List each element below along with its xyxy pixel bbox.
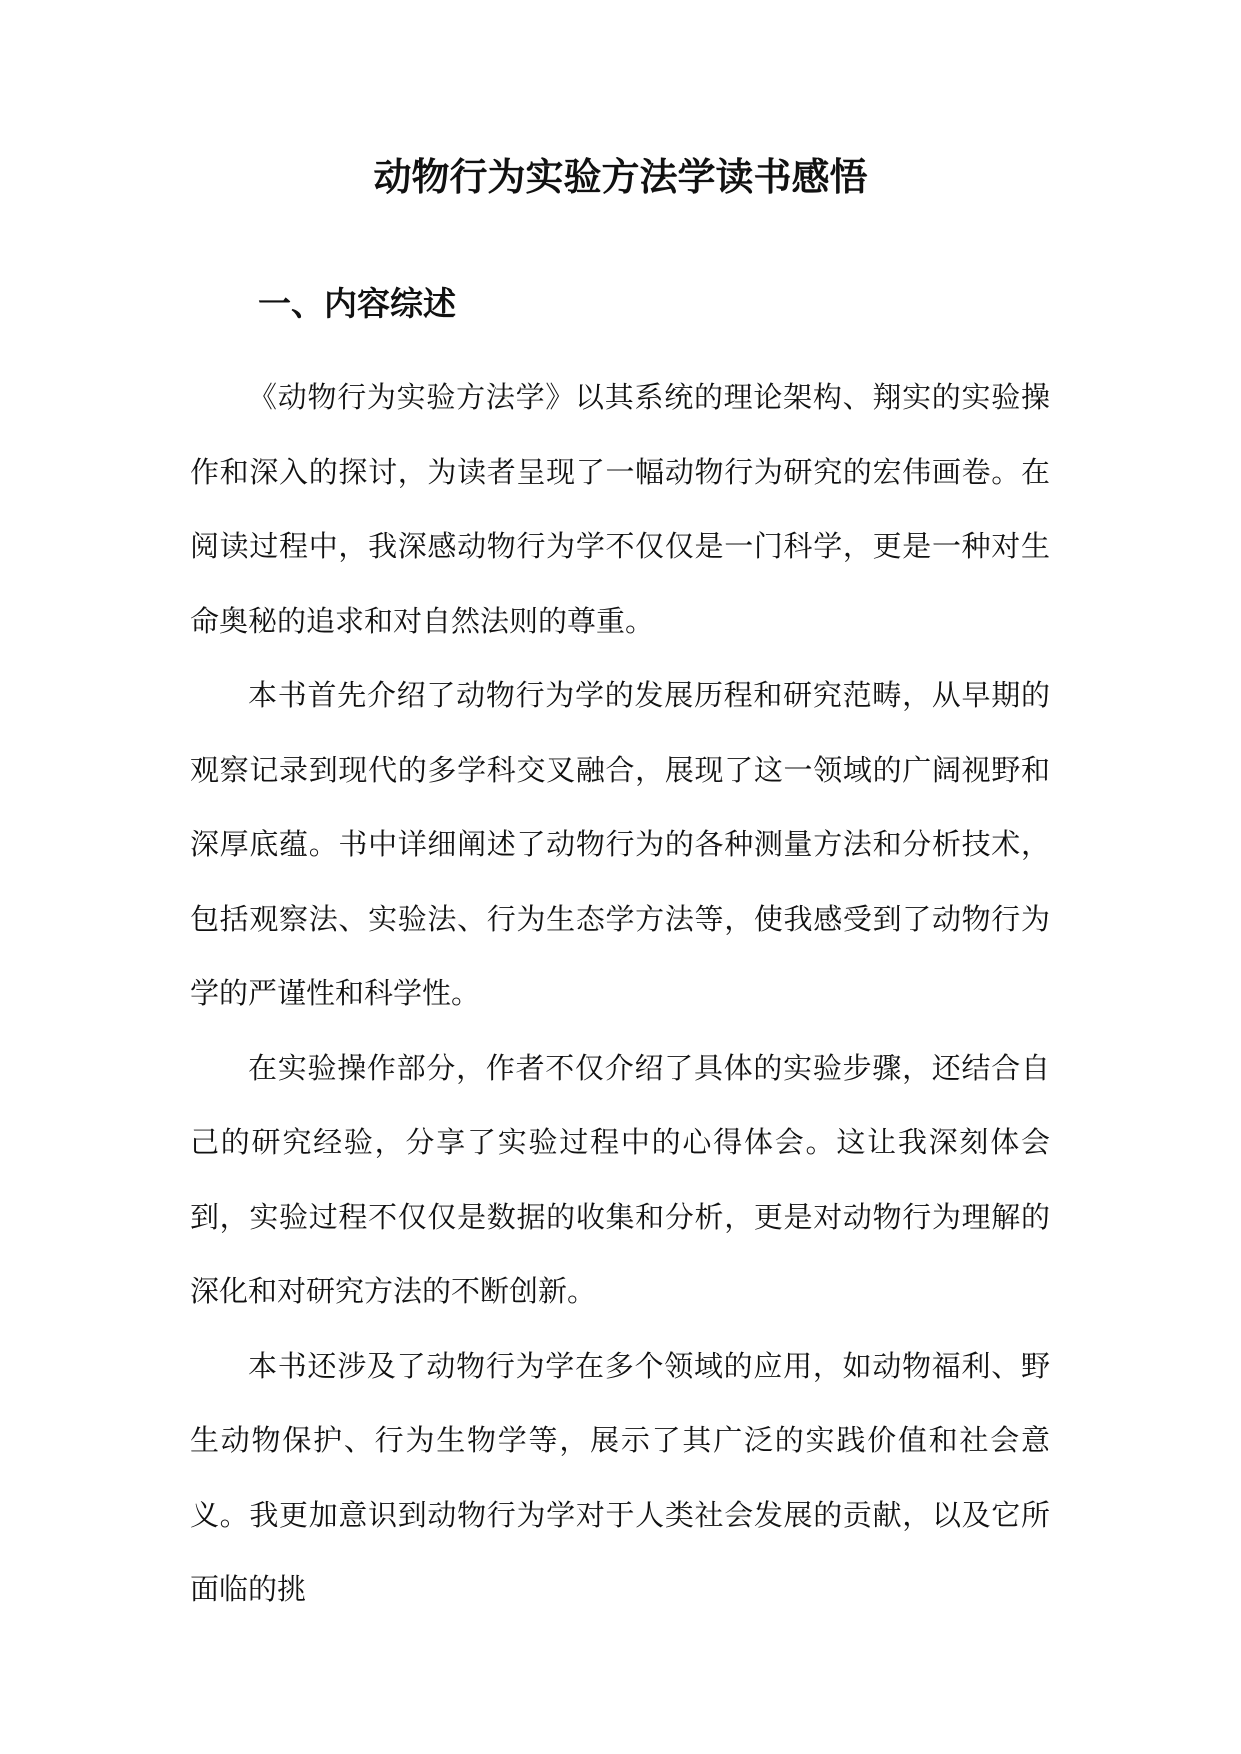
paragraph: 本书还涉及了动物行为学在多个领域的应用，如动物福利、野生动物保护、行为生物学等，展示了其广泛的实践价值和社会意义。我更加意识到动物行为学对于人类社会发展的贡献，以及它所面临的挑 [190, 1348, 1050, 1606]
paragraph: 《动物行为实验方法学》以其系统的理论架构、翔实的实验操作和深入的探讨，为读者呈现了一幅动物行为研究的宏伟画卷。在阅读过程中，我深感动物行为学不仅仅是一门科学，更是一种对生命奥秘的追求和对自然法则的尊重。 [190, 380, 1050, 638]
section-heading: 一、内容综述 [258, 284, 456, 323]
paragraph: 本书首先介绍了动物行为学的发展历程和研究范畴，从早期的观察记录到现代的多学科交叉融合，展现了这一领域的广阔视野和深厚底蕴。书中详细阐述了动物行为的各种测量方法和分析技术，包括观察法、实验法、行为生态学方法等，使我感受到了动物行为学的严谨性和科学性。 [190, 678, 1050, 1010]
section-body [190, 360, 1050, 1627]
document-title: 动物行为实验方法学读书感悟 [373, 154, 868, 199]
paragraph: 在实验操作部分，作者不仅介绍了具体的实验步骤，还结合自己的研究经验，分享了实验过程中的心得体会。这让我深刻体会到，实验过程不仅仅是数据的收集和分析，更是对动物行为理解的深化和对研究方法的不断创新。 [190, 1050, 1050, 1308]
